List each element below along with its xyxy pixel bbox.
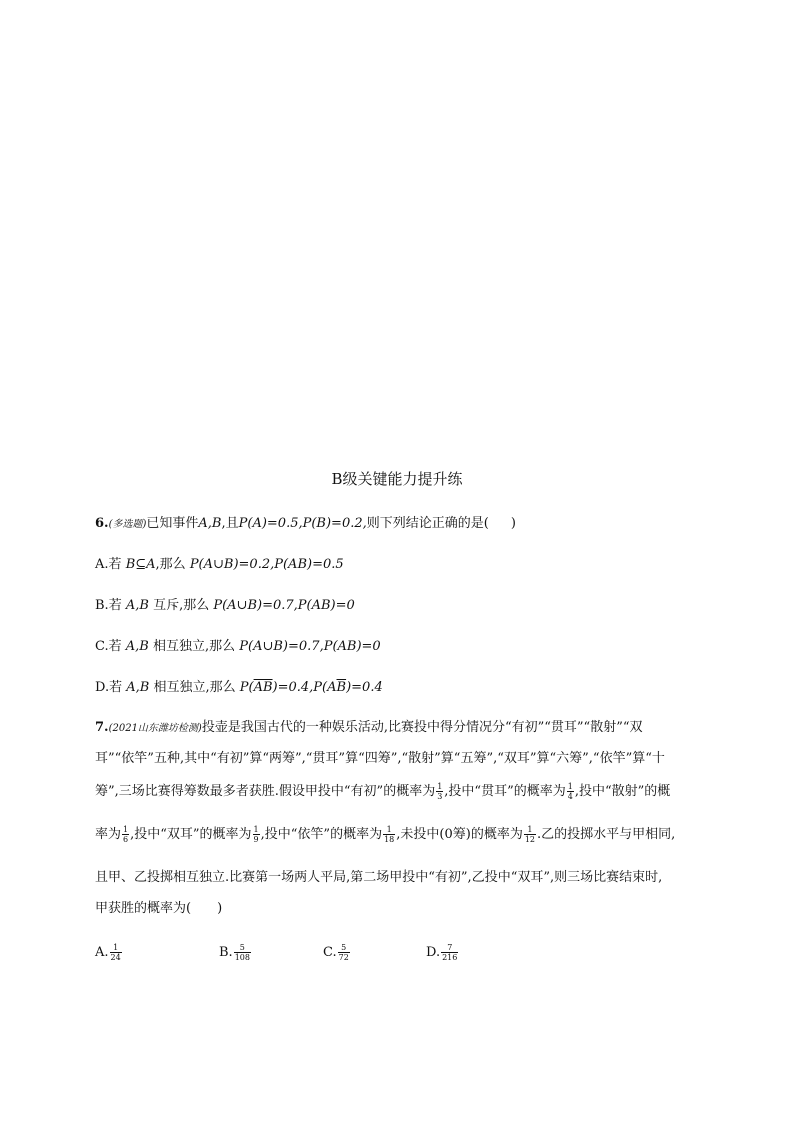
option-formula: P(A∪B)=0.2,P(AB)=0.5 (189, 557, 344, 572)
option-formula: )=0.4 (346, 680, 383, 695)
option-formula: P( (239, 680, 254, 695)
option-label: D. (426, 945, 441, 960)
section-title: B级关键能力提升练 (331, 470, 463, 488)
stem-text: 筹”,三场比赛得筹数最多者获胜.假设甲投中“有初”的概率为 (95, 784, 436, 799)
q7-option-d (426, 943, 459, 962)
q7-option-c (323, 943, 351, 962)
option-b (95, 594, 355, 613)
q7-option-b (219, 943, 252, 962)
fraction: $\frac{1}{6}$ (123, 825, 129, 844)
option-d (95, 676, 383, 695)
option-text: ,那么 (155, 557, 186, 572)
option-label: B. (219, 945, 233, 960)
option-a (95, 553, 344, 572)
option-text: 若 (108, 639, 122, 654)
fraction: $\frac{1}{12}$ (524, 825, 536, 844)
fraction: $\frac{7}{216}$ (442, 943, 458, 962)
question-7-line-5: 且甲、乙投掷相互独立.比赛第一场两人平局,第二场甲投中“有初”,乙投中“双耳”,则三场比赛结束时, (95, 870, 663, 885)
option-text: 互斥,那么 (153, 598, 210, 613)
option-text: 相互独立,那么 (153, 680, 236, 695)
option-formula: P(A∪B)=0.7,P(AB)=0 (213, 598, 355, 613)
option-cond: A,B (126, 680, 150, 695)
option-cond: B⊆A (125, 557, 156, 572)
fraction: $\frac{5}{108}$ (234, 943, 250, 962)
question-number: 6. (95, 516, 109, 531)
option-label: C. (95, 639, 109, 654)
option-cond: A,B (125, 598, 149, 613)
question-7-line-2: 耳”“依竿”五种,其中“有初”算“两筹”,“贯耳”算“四筹”,“散射”算“五筹”,“双耳”算“六筹”,“依竿”算“十 (95, 751, 665, 766)
option-label: B. (95, 598, 109, 613)
option-formula: )=0.4,P(A (272, 680, 337, 695)
fraction: $\frac{1}{24}$ (110, 943, 121, 962)
question-6-stem (95, 512, 516, 531)
fraction: $\frac{1}{3}$ (437, 782, 443, 801)
question-tag: (多选题) (108, 519, 147, 530)
fraction: $\frac{5}{72}$ (338, 943, 349, 962)
stem-text: ,投中“贯耳”的概率为 (444, 784, 566, 799)
question-7-line-4 (95, 823, 675, 844)
stem-var: A,B (198, 516, 222, 531)
option-label: A. (95, 945, 109, 960)
stem-text: ,投中“依竿”的概率为 (260, 827, 383, 842)
stem-text: 率为 (95, 827, 122, 842)
stem-text: ,且 (221, 516, 239, 531)
option-c (95, 635, 381, 654)
option-label: A. (95, 557, 109, 572)
question-number: 7. (95, 720, 109, 735)
question-7-line-6: 甲获胜的概率为( ) (95, 901, 223, 916)
option-formula: P(A∪B)=0.7,P(AB)=0 (239, 639, 381, 654)
stem-text: ,投中“双耳”的概率为 (130, 827, 252, 842)
stem-text: 则下列结论正确的是( (366, 516, 489, 531)
stem-text: ,投中“散射”的概 (574, 784, 671, 799)
stem-formula: P(A)=0.5,P(B)=0.2, (238, 516, 367, 531)
option-text: 若 (108, 557, 122, 572)
question-tag: (2021山东潍坊检测) (108, 723, 202, 734)
option-formula-overline: $\overline{B}$ (336, 680, 347, 695)
stem-text: .乙的投掷水平与甲相同, (537, 827, 676, 842)
fraction: $\frac{1}{9}$ (253, 825, 259, 844)
fraction: $\frac{1}{4}$ (567, 782, 573, 801)
option-text: 若 (108, 598, 122, 613)
option-label: C. (323, 945, 337, 960)
stem-paren: ) (510, 516, 516, 531)
fraction: $\frac{1}{18}$ (384, 825, 395, 844)
option-label: D. (95, 680, 110, 695)
option-text: 若 (109, 680, 123, 695)
option-formula-overline: $\overline{AB}$ (253, 680, 273, 695)
question-7-line-1 (95, 716, 643, 735)
stem-text: ,未投中(0筹)的概率为 (396, 827, 523, 842)
question-7-line-3 (95, 780, 670, 801)
stem-text: 已知事件 (146, 516, 199, 531)
stem-text: 投壶是我国古代的一种娱乐活动,比赛投中得分情况分“有初”“贯耳”“散射”“双 (201, 720, 643, 735)
option-text: 相互独立,那么 (153, 639, 236, 654)
q7-option-a (95, 943, 123, 962)
option-cond: A,B (125, 639, 149, 654)
